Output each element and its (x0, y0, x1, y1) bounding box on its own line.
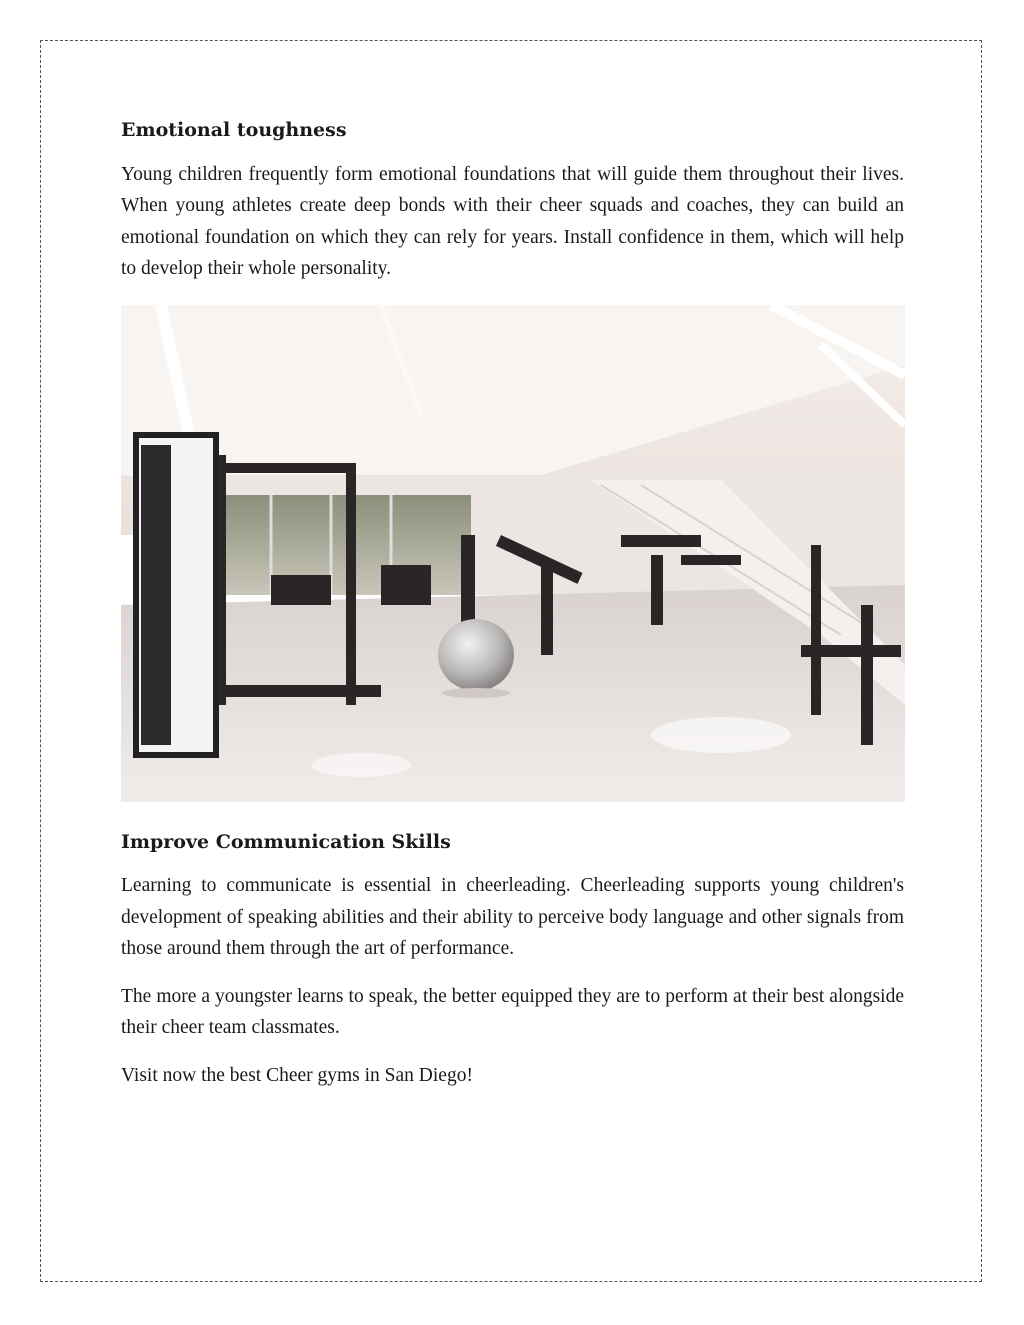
document-body (121, 118, 904, 1107)
section-heading-emotional-toughness: Emotional toughness (121, 119, 347, 141)
paragraph-communication-2: The more a youngster learns to speak, the better equipped they are to perform at their best alongside their cheer team classmates. (121, 985, 904, 1039)
gym-photo (121, 305, 905, 802)
paragraph-emotional-toughness: Young children frequently form emotional foundations that will guide them throughout their lives. When young athletes create deep bonds with their cheer squads and coaches, they can build an emotional foundation on which they can rely for years. Install confidence in them, which will help to develop their whole personality. (121, 163, 904, 280)
paragraph-visit-cta: Visit now the best Cheer gyms in San Diego! (121, 1064, 473, 1086)
section-heading-communication-skills: Improve Communication Skills (121, 830, 451, 853)
paragraph-communication-1: Learning to communicate is essential in cheerleading. Cheerleading supports young children's development of speaking abilities and their ability to perceive body language and other signals from those around them through the art of performance. (121, 875, 904, 960)
